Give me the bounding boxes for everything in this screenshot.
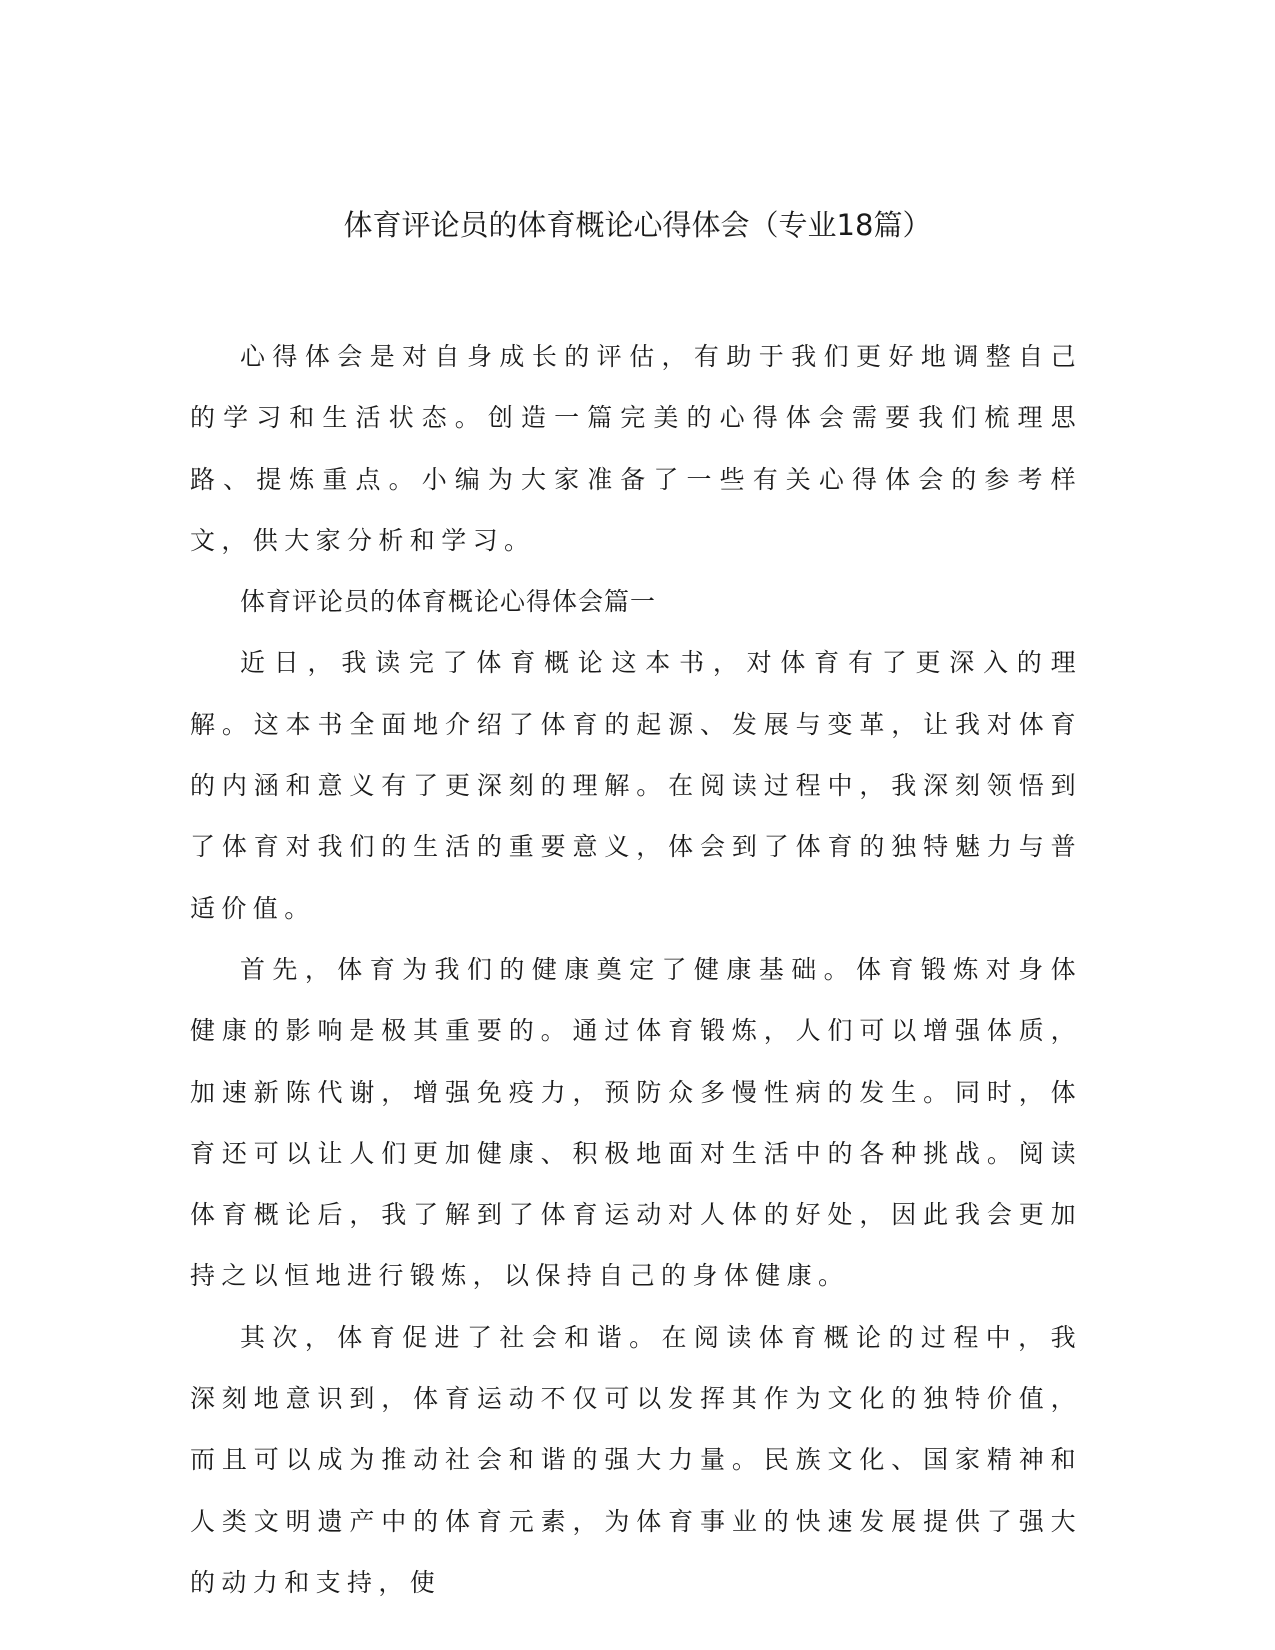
body-paragraph-2: 首先，体育为我们的健康奠定了健康基础。体育锻炼对身体健康的影响是极其重要的。通过体育锻炼，人们可以增强体质，加速新陈代谢，增强免疫力，预防众多慢性病的发生。同时，体育还可以让人们更加健康、积极地面对生活中的各种挑战。阅读体育概论后，我了解到了体育运动对人体的好处，因此我会更加持之以恒地进行锻炼，以保持自己的身体健康。 bbox=[190, 954, 1082, 1291]
intro-paragraph: 心得体会是对自身成长的评估，有助于我们更好地调整自己的学习和生活状态。创造一篇完美的心得体会需要我们梳理思路、提炼重点。小编为大家准备了一些有关心得体会的参考样文，供大家分析和学习。 bbox=[190, 342, 1082, 555]
body-paragraph-3: 其次，体育促进了社会和谐。在阅读体育概论的过程中，我深刻地意识到，体育运动不仅可以发挥其作为文化的独特价值，而且可以成为推动社会和谐的强大力量。民族文化、国家精神和人类文明遗产中的体育元素，为体育事业的快速发展提供了强大的动力和支持，使 bbox=[190, 1322, 1082, 1597]
body-paragraph-1: 近日，我读完了体育概论这本书，对体育有了更深入的理解。这本书全面地介绍了体育的起源、发展与变革，让我对体育的内涵和意义有了更深刻的理解。在阅读过程中，我深刻领悟到了体育对我们的生活的重要意义，体会到了体育的独特魅力与普适价值。 bbox=[190, 648, 1082, 923]
document-title: 体育评论员的体育概论心得体会（专业18篇） bbox=[343, 208, 932, 242]
document-body bbox=[190, 326, 1082, 1613]
section-heading: 体育评论员的体育概论心得体会篇一 bbox=[240, 587, 657, 617]
